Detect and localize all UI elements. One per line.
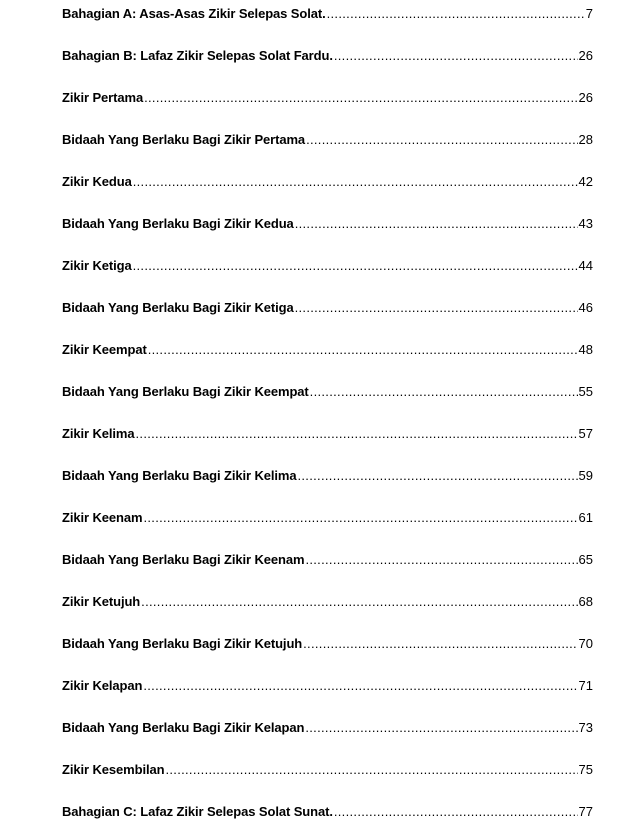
toc-entry-title: Zikir Keenam xyxy=(62,510,143,525)
toc-dot-leader xyxy=(165,760,577,780)
toc-entry-page: 77 xyxy=(578,804,593,819)
toc-entry[interactable] xyxy=(62,172,593,192)
toc-dot-leader xyxy=(148,340,578,360)
toc-entry[interactable] xyxy=(62,424,593,444)
toc-entry[interactable] xyxy=(62,130,593,150)
toc-dot-leader xyxy=(295,214,578,234)
toc-entry-page: 44 xyxy=(578,258,593,273)
toc-entry[interactable] xyxy=(62,760,593,780)
toc-entry[interactable] xyxy=(62,340,593,360)
toc-entry-title: Bahagian B: Lafaz Zikir Selepas Solat Fardu. xyxy=(62,48,333,63)
toc-entry-page: 59 xyxy=(578,468,593,483)
toc-entry-title: Bidaah Yang Berlaku Bagi Zikir Keempat xyxy=(62,384,309,399)
toc-entry-title: Zikir Ketiga xyxy=(62,258,132,273)
toc-dot-leader xyxy=(305,718,577,738)
toc-entry-page: 61 xyxy=(578,510,593,525)
toc-entry-page: 42 xyxy=(578,174,593,189)
toc-entry-title: Zikir Kelapan xyxy=(62,678,143,693)
toc-entry[interactable] xyxy=(62,298,593,318)
toc-entry[interactable] xyxy=(62,802,593,822)
toc-entry[interactable] xyxy=(62,88,593,108)
toc-dot-leader xyxy=(305,550,577,570)
toc-dot-leader xyxy=(143,508,577,528)
toc-entry-title: Bidaah Yang Berlaku Bagi Zikir Ketiga xyxy=(62,300,294,315)
toc-entry[interactable] xyxy=(62,508,593,528)
toc-dot-leader xyxy=(133,172,578,192)
toc-entry-page: 71 xyxy=(578,678,593,693)
toc-entry-title: Bidaah Yang Berlaku Bagi Zikir Pertama xyxy=(62,132,306,147)
toc-entry-page: 68 xyxy=(578,594,593,609)
toc-entry-page: 28 xyxy=(578,132,593,147)
toc-dot-leader xyxy=(334,802,578,822)
toc-entry-page: 46 xyxy=(578,300,593,315)
toc-dot-leader xyxy=(295,298,578,318)
toc-entry-page: 43 xyxy=(578,216,593,231)
toc-entry-title: Zikir Kedua xyxy=(62,174,132,189)
toc-entry[interactable] xyxy=(62,214,593,234)
toc-entry-title: Bidaah Yang Berlaku Bagi Zikir Kelapan xyxy=(62,720,305,735)
toc-entry-page: 70 xyxy=(578,636,593,651)
toc-dot-leader xyxy=(297,466,577,486)
toc-entry-title: Bidaah Yang Berlaku Bagi Zikir Kedua xyxy=(62,216,294,231)
toc-entry-title: Bahagian C: Lafaz Zikir Selepas Solat Sunat. xyxy=(62,804,333,819)
toc-entry[interactable] xyxy=(62,592,593,612)
toc-dot-leader xyxy=(306,130,577,150)
toc-entry-page: 55 xyxy=(578,384,593,399)
toc-dot-leader xyxy=(303,634,577,654)
toc-entry-title: Zikir Kelima xyxy=(62,426,135,441)
toc-entry[interactable] xyxy=(62,634,593,654)
toc-entry-title: Bidaah Yang Berlaku Bagi Zikir Keenam xyxy=(62,552,305,567)
toc-entry[interactable] xyxy=(62,382,593,402)
toc-entry[interactable] xyxy=(62,4,593,24)
toc-entry-page: 73 xyxy=(578,720,593,735)
toc-entry-title: Bidaah Yang Berlaku Bagi Zikir Ketujuh xyxy=(62,636,303,651)
toc-entry-title: Zikir Kesembilan xyxy=(62,762,165,777)
toc-entry-title: Zikir Ketujuh xyxy=(62,594,141,609)
toc-entry-title: Bidaah Yang Berlaku Bagi Zikir Kelima xyxy=(62,468,297,483)
toc-entry[interactable] xyxy=(62,550,593,570)
toc-dot-leader xyxy=(141,592,577,612)
toc-entry[interactable] xyxy=(62,676,593,696)
toc-dot-leader xyxy=(136,424,578,444)
toc-entry-title: Zikir Pertama xyxy=(62,90,144,105)
toc-dot-leader xyxy=(327,4,585,24)
toc-entry-page: 57 xyxy=(578,426,593,441)
toc-entry-page: 75 xyxy=(578,762,593,777)
toc-dot-leader xyxy=(143,676,577,696)
toc-dot-leader xyxy=(334,46,578,66)
toc-entry[interactable] xyxy=(62,46,593,66)
toc-dot-leader xyxy=(310,382,578,402)
toc-dot-leader xyxy=(144,88,577,108)
toc-entry-page: 26 xyxy=(578,90,593,105)
toc-entry[interactable] xyxy=(62,718,593,738)
toc-entry-page: 7 xyxy=(585,6,593,21)
toc-dot-leader xyxy=(133,256,578,276)
toc-entry[interactable] xyxy=(62,256,593,276)
toc-entry-page: 65 xyxy=(578,552,593,567)
toc-entry[interactable] xyxy=(62,466,593,486)
toc-entry-title: Zikir Keempat xyxy=(62,342,147,357)
toc-entry-page: 26 xyxy=(578,48,593,63)
toc-entry-title: Bahagian A: Asas-Asas Zikir Selepas Solat. xyxy=(62,6,326,21)
toc-entry-page: 48 xyxy=(578,342,593,357)
